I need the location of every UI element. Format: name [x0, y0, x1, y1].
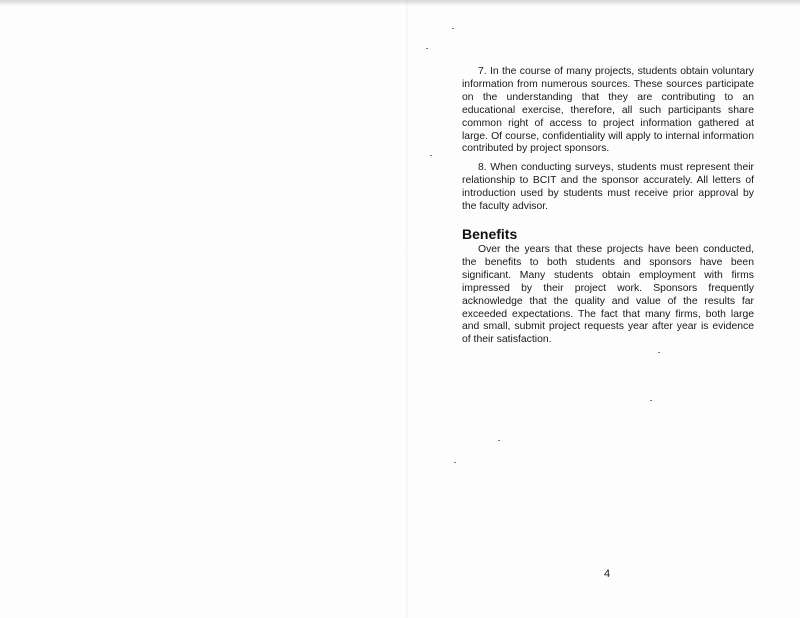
paragraph-8: 8. When conducting surveys, students must represent their relationship to BCIT and the sponsor accurately. All letters of introduction used by students must receive prior approval by the faculty advisor.: [462, 162, 754, 213]
scan-speck: [498, 440, 500, 441]
page-gutter: [406, 0, 408, 618]
benefits-paragraph: Over the years that these projects have been conducted, the benefits to both students and sponsors have been significant. Many students obtain employment with firms impressed by their project work. Sponsors frequently acknowledge that the quality and value of the results far exceeded expectations. The fact that many firms, both large and small, submit project requests year after year is evidence of their satisfaction.: [462, 243, 754, 346]
scan-speck: [430, 155, 432, 156]
scan-speck: [454, 462, 456, 463]
scan-speck: [426, 48, 428, 49]
scan-speck: [650, 400, 652, 401]
scan-speck: [452, 28, 454, 29]
paragraph-7: 7. In the course of many projects, students obtain voluntary information from numerous sources. These sources participate on the understanding that they are contributing to an educational exercise, therefore, all such participants share common right of access to project information gathered at large. Of course, confidentiality will apply to internal information contributed by project sponsors.: [462, 66, 754, 155]
page-top-edge: [0, 0, 800, 6]
page-number: 4: [604, 568, 611, 580]
document-text-column: [462, 66, 754, 353]
benefits-heading: Benefits: [462, 225, 518, 242]
